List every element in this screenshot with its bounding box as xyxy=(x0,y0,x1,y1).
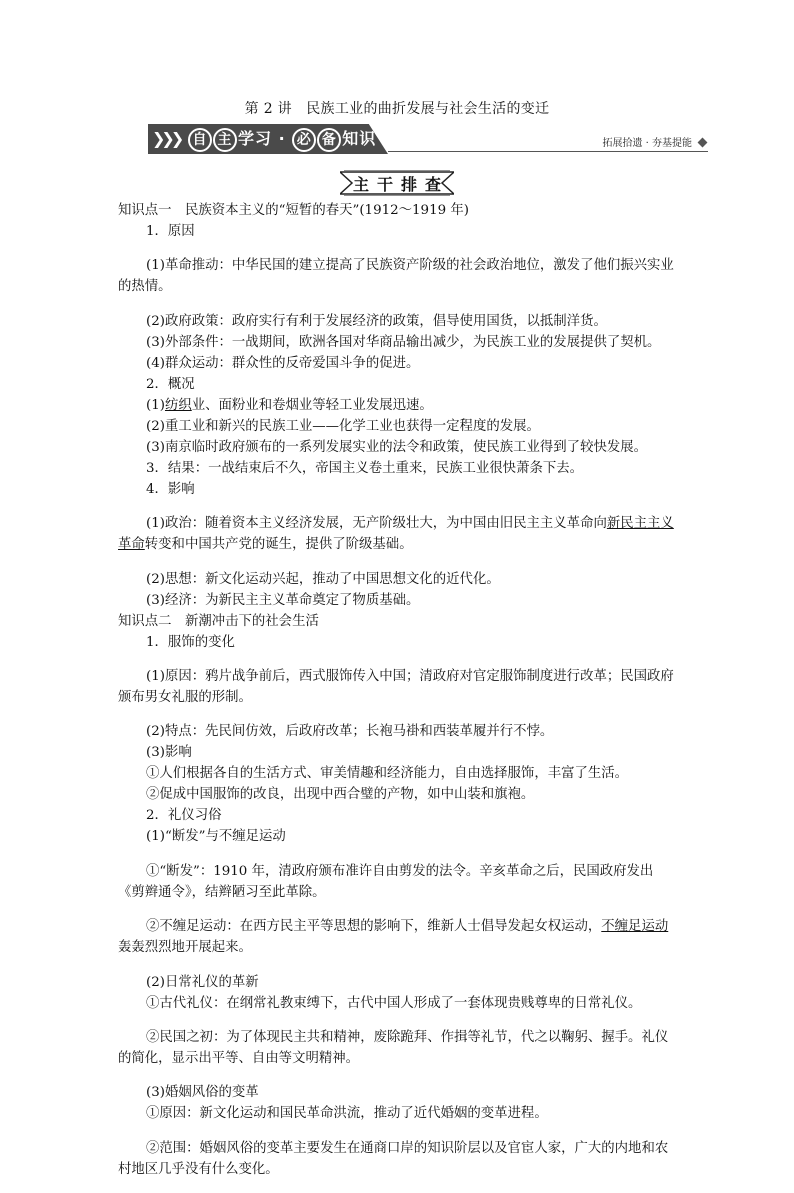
subheading-daily-etiquette: (2)日常礼仪的革新 xyxy=(146,974,259,990)
banner-heading xyxy=(188,127,376,151)
paragraph-economy: (3)经济：为新民主主义革命奠定了物质基础。 xyxy=(146,592,420,608)
paragraph-clothing-impact-1: ①人们根据各自的生活方式、审美情趣和经济能力，自由选择服饰，丰富了生活。 xyxy=(146,766,629,782)
banner-text-xuexi: 学习 · xyxy=(238,129,293,148)
text-fragment: (1) xyxy=(146,397,165,413)
paragraph-heavy-industry: (2)重工业和新兴的民族工业——化学工业也获得一定程度的发展。 xyxy=(146,418,540,434)
paragraph-clothing-impact-2: ②促成中国服饰的改良，出现中西合璧的产物，如中山装和旗袍。 xyxy=(146,787,535,803)
knowledge-point-1-heading: 知识点一 民族资本主义的“短暂的春天”(1912～1919 年) xyxy=(118,203,469,218)
paragraph-marriage-cause: ①原因：新文化运动和国民革命洪流，推动了近代婚姻的变革进程。 xyxy=(146,1106,548,1122)
subheading-etiquette: 2．礼仪习俗 xyxy=(146,808,222,824)
paragraph-political xyxy=(118,513,678,555)
banner-text-zhishi: 知识 xyxy=(342,129,377,148)
subheading-impact: 4．影响 xyxy=(146,481,195,497)
paragraph-clothing-feature: (2)特点：先民间仿效，后政府改革；长袍马褂和西装革履并行不悖。 xyxy=(146,724,554,740)
banner-right-caption: 拓展拾遗 · 夯基提能 xyxy=(602,138,692,149)
text-fragment: ②不缠足运动：在西方民主平等思想的影响下，维新人士倡导发起女权运动， xyxy=(146,919,602,935)
text-fragment: (1)政治：随着资本主义经济发展，无产阶级壮大，为中国由旧民主主义革命向 xyxy=(146,516,607,532)
banner-rule xyxy=(388,151,708,152)
underlined-text: 纺织 xyxy=(164,397,192,413)
text-fragment: 转变和中国共产党的诞生，提供了阶级基础。 xyxy=(144,537,413,553)
underlined-text: 不缠足运动 xyxy=(601,919,669,935)
page-title: 第 2 讲 民族工业的曲折发展与社会生活的变迁 xyxy=(244,101,550,117)
section-tag-label: 主干排查 xyxy=(352,174,449,194)
subheading-overview: 2．概况 xyxy=(146,376,195,392)
paragraph-revolution: (1)革命推动：中华民国的建立提高了民族资产阶级的社会政治地位，激发了他们振兴实业的热情。 xyxy=(118,258,674,295)
subheading-hair-footbinding: (1)“断发”与不缠足运动 xyxy=(146,829,286,845)
paragraph-clothing-cause: (1)原因：鸦片战争前后，西式服饰传入中国；清政府对官定服饰制度进行改革；民国政府颁布男女礼服的形制。 xyxy=(118,668,674,705)
paragraph-nanjing: (3)南京临时政府颁布的一系列发展实业的法令和政策，使民族工业得到了较快发展。 xyxy=(146,439,648,455)
paragraph-light-industry xyxy=(118,395,678,416)
text-fragment: 轰轰烈烈地开展起来。 xyxy=(118,940,252,956)
paragraph-republic-etiquette: ②民国之初：为了体现民主共和精神，废除跪拜、作揖等礼节，代之以鞠躬、握手。礼仪的简化，显示出平等、自由等文明精神。 xyxy=(118,1029,669,1066)
knowledge-point-2-heading: 知识点二 新潮冲击下的社会生活 xyxy=(118,613,319,629)
subheading-marriage: (3)婚姻风俗的变革 xyxy=(146,1085,259,1101)
paragraph-external: (3)外部条件：一战期间，欧洲各国对华商品输出减少，为民族工业的发展提供了契机。 xyxy=(146,334,661,350)
banner-char-zhu: 主 xyxy=(213,128,237,152)
diamond-icon xyxy=(698,138,708,148)
chevron-right-icon: ❯❯❯ xyxy=(152,129,181,148)
paragraph-footbinding xyxy=(118,916,678,958)
content-body xyxy=(118,200,678,1193)
underlined-text: 新民主主义革命 xyxy=(118,516,674,553)
paragraph-thought: (2)思想：新文化运动兴起，推动了中国思想文化的近代化。 xyxy=(146,571,500,587)
subheading-clothing-impact: (3)影响 xyxy=(146,745,192,761)
paragraph-marriage-scope: ②范围：婚姻风俗的变革主要发生在通商口岸的知识阶层以及官宦人家，广大的内地和农村地区几乎没有什么变化。 xyxy=(118,1140,669,1177)
banner-char-zi: 自 xyxy=(188,128,212,152)
banner-char-bi: 必 xyxy=(292,128,316,152)
paragraph-result: 3．结果：一战结束后不久，帝国主义卷土重来，民族工业很快萧条下去。 xyxy=(146,460,584,476)
section-banner xyxy=(148,124,708,154)
paragraph-haircut: ①“断发”：1910 年，清政府颁布准许自由剪发的法令。辛亥革命之后，民国政府发出《剪辫通令》，结辫陋习至此革除。 xyxy=(118,863,654,900)
paragraph-policy: (2)政府政策：政府实行有利于发展经济的政策，倡导使用国货，以抵制洋货。 xyxy=(146,313,607,329)
paragraph-ancient-etiquette: ①古代礼仪：在纲常礼教束缚下，古代中国人形成了一套体现贵贱尊卑的日常礼仪。 xyxy=(146,995,642,1011)
text-fragment: 业、面粉业和卷烟业等轻工业发展迅速。 xyxy=(191,397,433,413)
subheading-clothing: 1．服饰的变化 xyxy=(146,634,235,650)
subheading-causes: 1．原因 xyxy=(146,224,195,239)
paragraph-mass-movement: (4)群众运动：群众性的反帝爱国斗争的促进。 xyxy=(146,355,420,371)
section-tag xyxy=(340,170,454,196)
banner-char-bei: 备 xyxy=(317,128,341,152)
